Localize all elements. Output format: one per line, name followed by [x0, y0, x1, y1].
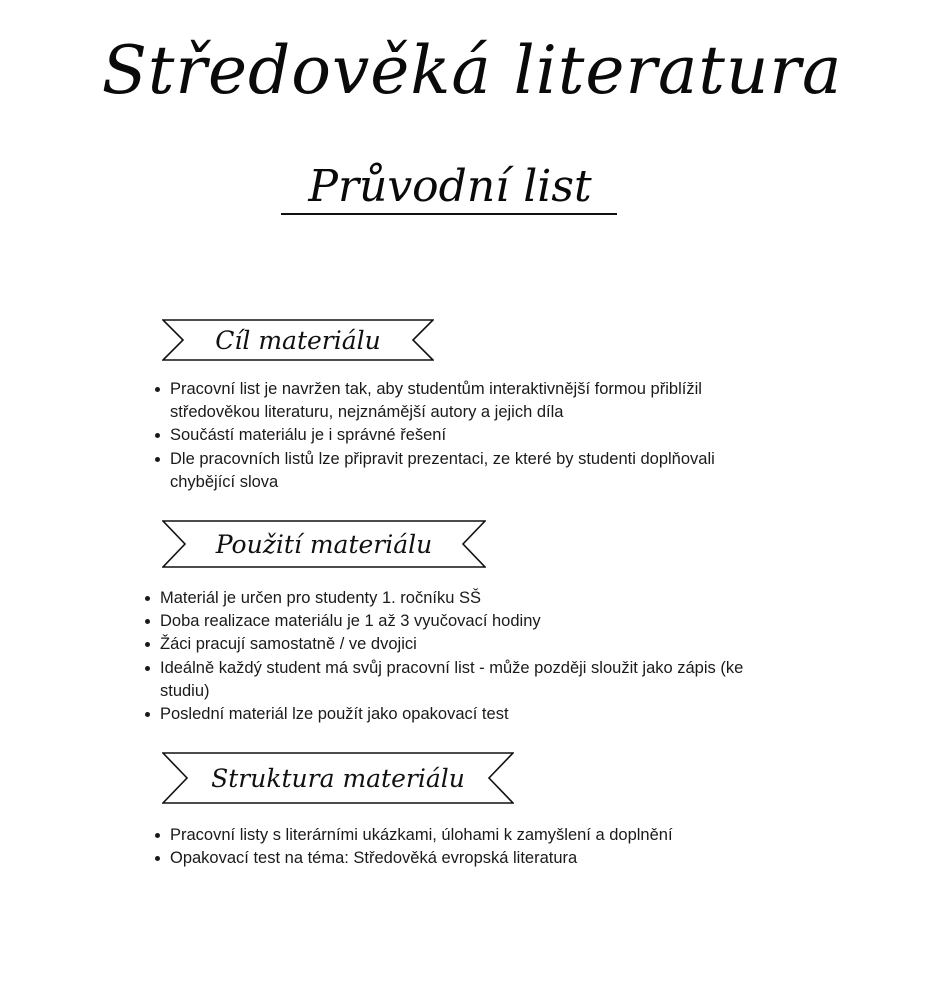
list-item: Materiál je určen pro studenty 1. ročníku SŠ	[160, 587, 770, 610]
section-banner-goal	[162, 319, 434, 361]
list-item: Poslední materiál lze použít jako opakovací test	[160, 703, 770, 726]
section-banner-usage	[162, 520, 486, 568]
section-heading-goal: Cíl materiálu	[215, 325, 381, 355]
list-item: Doba realizace materiálu je 1 až 3 vyučovací hodiny	[160, 610, 770, 633]
list-item: Opakovací test na téma: Středověká evropská literatura	[170, 847, 810, 870]
section-heading-usage: Použití materiálu	[215, 529, 433, 559]
section-heading-structure: Struktura materiálu	[211, 763, 465, 793]
list-item: Žáci pracují samostatně / ve dvojici	[160, 633, 770, 656]
list-item: Ideálně každý student má svůj pracovní list - může později sloužit jako zápis (ke studiu)	[160, 657, 770, 703]
section-list-goal	[152, 378, 770, 494]
subtitle-underline	[281, 213, 617, 215]
section-banner-structure	[162, 752, 514, 804]
list-item: Součástí materiálu je i správné řešení	[170, 424, 770, 447]
document-title: Středověká literatura	[101, 32, 843, 109]
section-list-usage	[142, 587, 770, 726]
list-item: Pracovní list je navržen tak, aby studentům interaktivnější formou přiblížil středověkou literaturu, nejznámější autory a jejich díla	[170, 378, 770, 424]
document-subtitle: Průvodní list	[308, 161, 592, 212]
list-item: Dle pracovních listů lze připravit prezentaci, ze které by studenti doplňovali chybějící slova	[170, 448, 770, 494]
list-item: Pracovní listy s literárními ukázkami, úlohami k zamyšlení a doplnění	[170, 824, 810, 847]
section-list-structure	[152, 824, 810, 870]
